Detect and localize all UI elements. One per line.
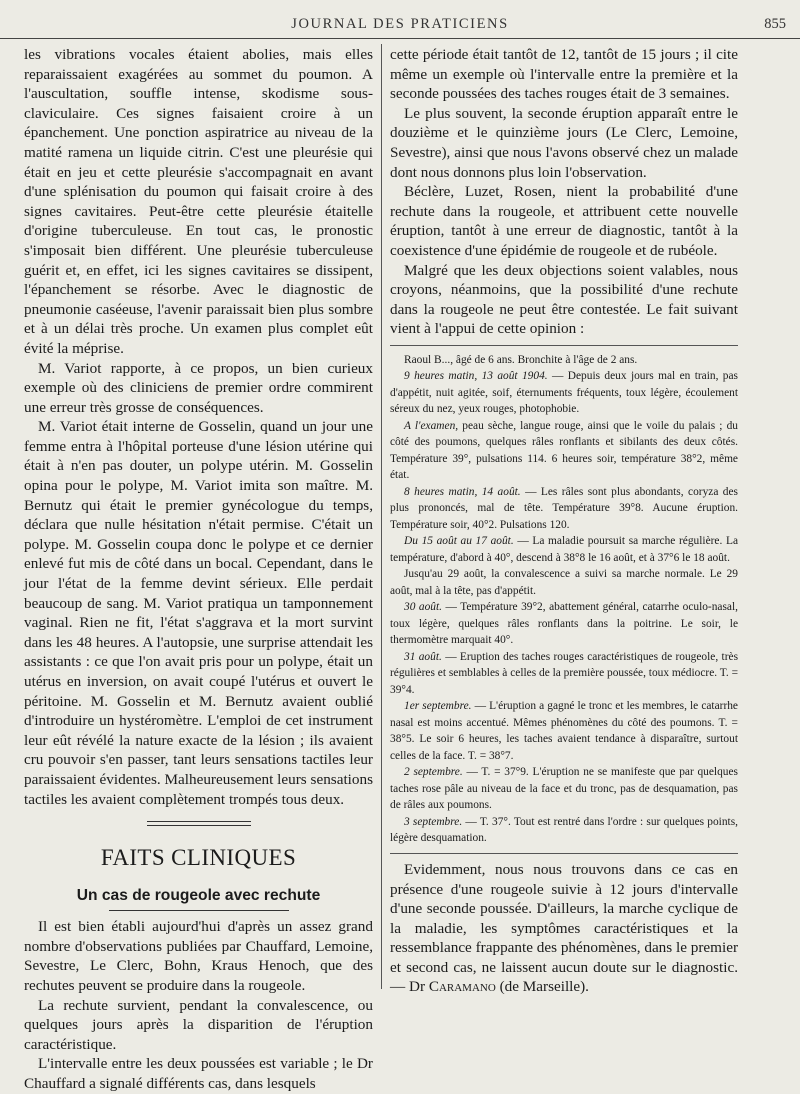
case-text: peau sèche, langue rouge, ainsi que le voile du palais ; du côté des poumons, quelques râles ronflants et sibilants des deux côtés. Température 39°, pulsations 114. 6 heures soir, température 38°2, même état. [390, 419, 738, 482]
case-date: 8 heures matin, 14 août. [404, 485, 521, 498]
case-date: 31 août. [404, 650, 442, 663]
case-entry [390, 814, 738, 847]
case-separator [390, 853, 738, 854]
section-rule [147, 821, 251, 826]
case-date: 3 septembre. [404, 815, 463, 828]
author-signature: Caramano [428, 978, 496, 996]
case-report [390, 352, 738, 847]
journal-title: JOURNAL DES PRATICIENS [291, 16, 509, 32]
case-text: — Température 39°2, abattement général, catarrhe oculo-nasal, toux légère, quelques râles ronflants dans la poitrine. Le soir, le thermomètre marquait 40°. [390, 601, 738, 647]
column-divider [381, 44, 382, 989]
section-title: FAITS CLINIQUES [100, 845, 297, 871]
paragraph: M. Variot était interne de Gosselin, quand un jour une femme entra à l'hôpital porteuse d'une lésion utérine qui était à n'en pas douter, un polype utérin. M. Gosselin opina pour le polype, M. Variot imita son maître. M. Bernutz qui était le premier gynécologue du temps, déclara que nulle hésitation n'était permise. C'était un polype. M. Gosselin coupa donc le polype et ce dernier enlevé fut mis de côté dans un bocal. Cependant, dans le jour l'état de la femme devint sérieux. Elle perdait beaucoup de sang. M. Variot pratiqua un tamponnement vaginal. Rien ne fit, l'état s'aggrava et la mort survint dans les 48 heures. A l'autopsie, une surprise attendait les assistants : ce que l'on avait pris pour un polype, était un utérus en inversion, on avait coupé l'utérus et ouvert le péritoine. M. Gosselin et M. Bernutz avaient oublié d'introduire un hystéromètre. L'emploi de cet instrument leur eût révélé la nature exacte de la lésion ; ils avaient cru pouvoir s'en passer, tant leurs sensations tactiles leur paraissaient évidentes. Malheureusement leurs sensations tactiles les avaient complètement trompés tous deux. [24, 418, 373, 808]
case-entry [390, 599, 738, 649]
title-underline [109, 910, 289, 911]
conclusion-text: Evidemment, nous nous trouvons dans ce cas en présence d'une rougeole suivie à 12 jours d'intervalle d'une seconde poussée. D'ailleurs, la marche cyclique de la maladie, les symptômes caractéristiques et la ressemblance frappante des phénomènes, dans le premier et second cas, ne laissent aucun doute sur le diagnostic. — Dr [390, 860, 738, 996]
paragraph: L'intervalle entre les deux poussées est variable ; le Dr Chauffard a signalé différents cas, dans lesquels [24, 1055, 373, 1092]
case-date: A l'examen, [404, 419, 459, 432]
case-text: — Depuis deux jours mal en train, pas d'appétit, nuit agitée, soif, éternuments fréquents, toux légère, écoulement séreux du nez, yeux rouges, photophobie. [390, 370, 738, 416]
case-date: Du 15 août au 17 août. [404, 535, 514, 548]
case-text: — La maladie poursuit sa marche régulière. La température, d'abord à 40°, descend à 38°8 le 16 août, et à 37°6 le 18 août. [390, 535, 738, 564]
paragraph: Béclère, Luzet, Rosen, nient la probabilité d'une rechute dans la rougeole, et attribuent cette nouvelle éruption, tantôt à une erreur de diagnostic, tantôt à la coexistence d'une épidémie de rougeole et de rubéole. [390, 183, 738, 259]
right-column [390, 45, 738, 997]
article-title: Un cas de rougeole avec rechute [76, 887, 321, 905]
case-entry [390, 566, 738, 599]
case-text: — T. 37°. Tout est rentré dans l'ordre : sur quelques points, légère desquamation. [390, 815, 738, 845]
case-entry [390, 533, 738, 566]
paragraph: M. Variot rapporte, à ce propos, un bien curieux exemple où des cliniciens de premier ordre commirent une erreur très grosse de conséquences. [24, 359, 373, 416]
case-entry [390, 698, 738, 764]
paragraph: Malgré que les deux objections soient valables, nous croyons, néanmoins, que la possibilité d'une rechute dans la rougeole ne peut être contestée. Le fait suivant vient à l'appui de cette opinion : [390, 261, 738, 338]
paragraph: cette période était tantôt de 12, tantôt de 15 jours ; il cite même un exemple où l'intervalle entre la première et la seconde poussées des taches rouges était de 3 semaines. [390, 46, 738, 103]
paragraph: Le plus souvent, la seconde éruption apparaît entre le douzième et le quinzième jours (Le Clerc, Lemoine, Sevestre), ainsi que nous l'avons observé chez un malade dont nous donnons plus loin l'observation. [390, 104, 738, 181]
case-entry [390, 352, 738, 369]
case-text: — Les râles sont plus abondants, coryza des plus prononcés, mal de tête. Température 39°8. Aucune éruption. Température soir, 40°2. Pulsations 120. [390, 485, 738, 531]
case-text: Jusqu'au 29 août, la convalescence a suivi sa marche normale. Le 29 août, mal à la tête, pas d'appétit. [390, 568, 738, 597]
case-date: 9 heures matin, 13 août 1904. [404, 370, 548, 383]
conclusion-paragraph [390, 860, 738, 997]
case-entry [390, 368, 738, 418]
paragraph: Il est bien établi aujourd'hui d'après un assez grand nombre d'observations publiées par Chauffard, Lemoine, Sevestre, Le Clerc, Bohn, Kraus Henoch, que des rechutes peuvent se produire dans la rougeole. [24, 918, 373, 994]
case-date: 30 août. [404, 601, 442, 614]
page-number: 855 [764, 16, 786, 32]
case-text: — T. = 37°9. L'éruption ne se manifeste que par quelques taches rose pâle au niveau de la face et du tronc, pas de desquamation, pas de râles aux poumons. [390, 766, 738, 812]
case-entry [390, 484, 738, 534]
case-entry [390, 764, 738, 814]
paragraph: les vibrations vocales étaient abolies, mais elles reparaissaient exagérées au sommet du poumon. A l'auscultation, souffle intense, skodisme sous-claviculaire. Ces signes faisaient croire à un épanchement. Une ponction aspiratrice au niveau de la matité ramena un liquide citrin. C'est une pleurésie qui était en jeu et cette pleurésie s'accompagnait en avant d'une splénisation du poumon qui faisait croire à des signes cavitaires. Peut-être cette pleurésie étaitelle d'origine tuberculeuse. En tout cas, le pronostic s'imposait bien différent. Une pleurésie tuberculeuse guérit et, en effet, ici les signes cavitaires se dissipent, l'épanchement se résorbe. Avec le diagnostic de pneumonie caséeuse, l'avenir paraissait bien plus sombre et à un délai très proche. Un examen plus complet eût évité la méprise. [24, 46, 373, 357]
author-place: (de Marseille). [495, 978, 589, 996]
case-text: — L'éruption a gagné le tronc et les membres, le catarrhe nasal est moins accentué. Mêmes phénomènes du côté des poumons. T. = 38°5. Le soir 6 heures, les taches avaient tendance à disparaître, surtout celles de la face. T. = 38°7. [390, 700, 738, 762]
running-header [0, 10, 800, 39]
paragraph: La rechute survient, pendant la convalescence, ou quelques jours après la disparition de l'éruption caractéristique. [24, 996, 373, 1053]
case-separator [390, 345, 738, 346]
case-entry [390, 418, 738, 484]
left-column [24, 45, 373, 1094]
case-text: Raoul B..., âgé de 6 ans. Bronchite à l'âge de 2 ans. [404, 353, 638, 366]
case-text: — Eruption des taches rouges caractéristiques de rougeole, très régulières et semblables à celles de la première poussée, toux médiocre. T. = 39°4. [390, 650, 738, 696]
case-date: 2 septembre. [404, 766, 463, 779]
case-entry [390, 649, 738, 699]
case-date: 1er septembre. [404, 700, 472, 713]
